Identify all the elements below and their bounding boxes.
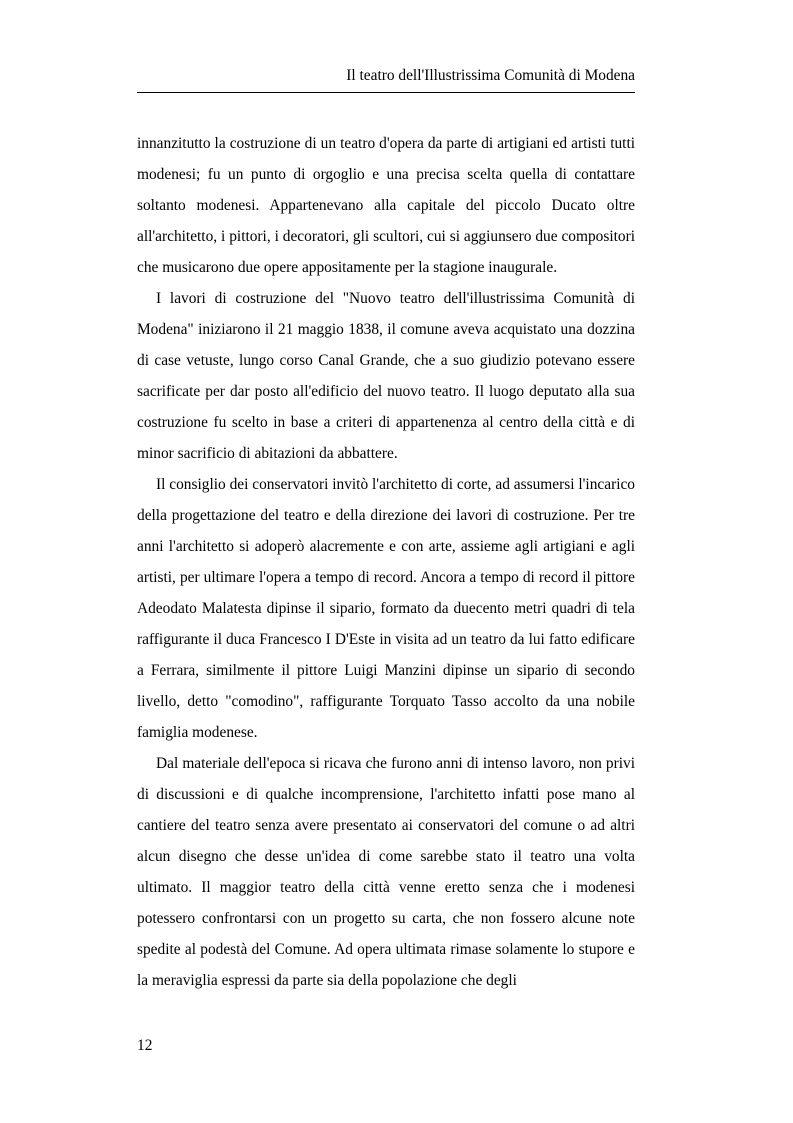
paragraph-2: I lavori di costruzione del "Nuovo teatro dell'illustrissima Comunità di Modena" iniziarono il 21 maggio 1838, il comune aveva acquistato una dozzina di case vetuste, lungo corso Canal Grande, che a suo giudizio potevano essere sacrificate per dar posto all'edificio del nuovo teatro. Il luogo deputato alla sua costruzione fu scelto in base a criteri di appartenenza al centro della città e di minor sacrificio di abitazioni da abbattere. — [137, 290, 635, 462]
paragraph-3: Il consiglio dei conservatori invitò l'architetto di corte, ad assumersi l'incarico della progettazione del teatro e della direzione dei lavori di costruzione. Per tre anni l'architetto si adoperò alacremente e con arte, assieme agli artigiani e agli artisti, per ultimare l'opera a tempo di record. Ancora a tempo di record il pittore Adeodato Malatesta dipinse il sipario, formato da duecento metri quadri di tela raffigurante il duca Francesco I D'Este in visita ad un teatro da lui fatto edificare a Ferrara, similmente il pittore Luigi Manzini dipinse un sipario di secondo livello, detto "comodino", raffigurante Torquato Tasso accolto da una nobile famiglia modenese. — [137, 476, 635, 741]
running-header: Il teatro dell'Illustrissima Comunità di Modena — [346, 67, 635, 84]
paragraph-1: innanzitutto la costruzione di un teatro d'opera da parte di artigiani ed artisti tutti modenesi; fu un punto di orgoglio e una precisa scelta quella di contattare soltanto modenesi. Appartenevano alla capitale del piccolo Ducato oltre all'architetto, i pittori, i decoratori, gli scultori, cui si aggiunsero due compositori che musicarono due opere appositamente per la stagione inaugurale. — [137, 135, 635, 276]
header-rule — [137, 92, 635, 93]
paragraph-4: Dal materiale dell'epoca si ricava che furono anni di intenso lavoro, non privi di discussioni e di qualche incomprensione, l'architetto infatti pose mano al cantiere del teatro senza avere presentato ai conservatori del comune o ad altri alcun disegno che desse un'idea di come sarebbe stato il teatro una volta ultimato. Il maggior teatro della città venne eretto senza che i modenesi potessero confrontarsi con un progetto su carta, che non fossero alcune note spedite al podestà del Comune. Ad opera ultimata rimase solamente lo stupore e la meraviglia espressi da parte sia della popolazione che degli — [137, 755, 635, 989]
body-text — [137, 128, 635, 996]
page-number: 12 — [137, 1037, 153, 1054]
